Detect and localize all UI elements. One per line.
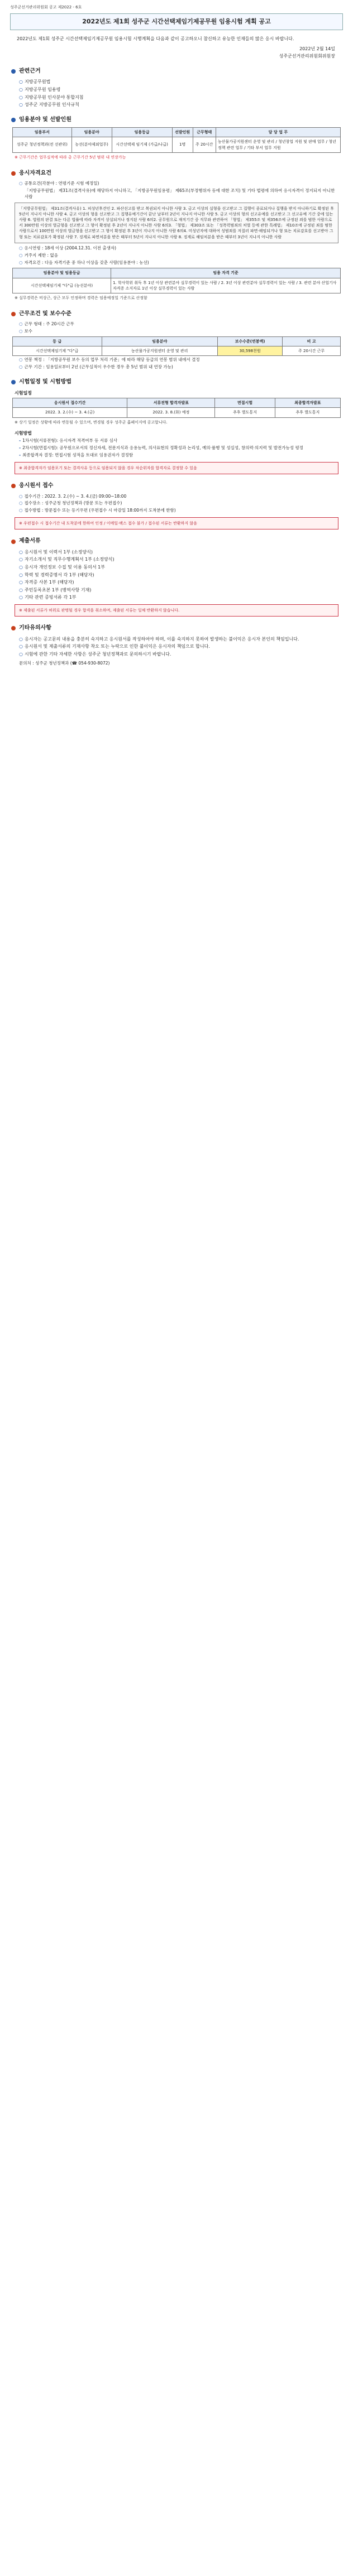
list-item: ○ 응시원서 및 제출서류의 기재사항 착오 또는 누락으로 인한 불이익은 응시자의 책임으로 합니다.: [19, 644, 210, 649]
bullet-icon: [11, 312, 16, 316]
section-qualifications: 응시자격요건: [11, 170, 344, 178]
section-application: 응시원서 접수: [11, 482, 344, 490]
license-requirement: ○ 자격요건 : 다음 자격기준 중 하나 이상을 갖춘 사람(임용분야 : 농선): [19, 259, 149, 265]
bullet-icon: [11, 118, 16, 122]
list-item: ○ 자기소개서 및 직무수행계획서 1부 (소정양식): [19, 557, 115, 562]
section-legal-basis: 관련근거: [11, 68, 344, 76]
schedule-subtitle: 시험일정: [15, 390, 32, 396]
application-period: ○ 접수기간 : 2022. 3. 2.(수) ~ 3. 4.(금) 09:00~18:00: [19, 493, 127, 499]
section-schedule: 시험일정 및 시험방법: [11, 378, 344, 387]
method-subtitle: 시험방법: [15, 430, 32, 436]
list-item: ○ 기타 관련 증빙서류 각 1부: [19, 595, 77, 600]
method-2: - 2차시험(면접시험): 공무원으로서의 정신자세, 전문지식과 응용능력, 의사표현의 정확성과 논리성, 예의·품행 및 성실성, 창의력·의지력 및 발전가능성 평정: [19, 445, 303, 451]
disqualification-box: 「지방공무원법」 제31조(결격사유) 1. 피성년후견인 2. 파산선고를 받고 복권되지 아니한 사람 3. 금고 이상의 실형을 선고받고 그 집행이 종료되거나 집행을 받지 아니하기로 확정된 후 5년이 지나지 아니한 사람 4. 금고 이상의 형을 선고받고 그 집행유예기간이 끝난 날부터 2년이 지나지 아니한 사람 5. 금고 이상의 형의 선고유예를 선고받고 그 선고유예 기간 중에 있는 사람 6. 법원의 판결 또는 다른 법률에 따라 자격이 상실되거나 정지된 사람 6의2. 공무원으로 재직기간 중 직무와 관련하여 「형법」 제355조 및 제356조에 규정된 죄를 범한 사람으로서 300만원 이상의 벌금형을 선고받고 그 형이 확정된 후 2년이 지나지 아니한 사람 6의3. 「형법」 제303조 또는 「성폭력범죄의 처벌 등에 관한 특례법」 제10조에 규정된 죄를 범한 사람으로서 100만원 이상의 벌금형을 선고받고 그 형이 확정된 후 3년이 지나지 아니한 사람 6의4. 미성년자에 대하여 성범죄를 저질러 파면·해임되거나 형 또는 치료감호를 선고받아 그 형 또는 치료감호가 확정된 사람 7. 징계로 파면처분을 받은 때부터 5년이 지나지 아니한 사람 8. 징계로 해임처분을 받은 때부터 3년이 지나지 아니한 사람: [15, 203, 338, 243]
pay-table: 등 급 임용분야 보수수준(연봉액) 비 고 시간선택제임기제 "다"급 농산물가공지원센터 운영 및 관리 30,598천원 주 20시간 근무: [12, 336, 341, 356]
application-place: ○ 접수장소 : 성주군청 청년정책과 (방문 또는 우편접수): [19, 500, 122, 506]
list-item: ○ 주민등록초본 1부 (병역사항 기재): [19, 587, 92, 593]
qualification-note: ※ 실무경력은 비상근, 상근 모두 인정하며 경력은 임용예정일 기준으로 산정함: [15, 295, 147, 300]
application-method: ○ 접수방법 : 방문접수 또는 등기우편 (우편접수 시 마감일 18:00까지 도착분에 한함): [19, 508, 176, 513]
qualification-table: 임용분야 및 임용등급 임용 자격 기준 시간선택제임기제 "다"급 (농선분야) 1. 학사학위 취득 후 1년 이상 관련분야 실무경력이 있는 사람 / 2. 3년 이상 관련분야 실무경력이 있는 사람 / 3. 관련 분야 산업기사 자격증 소지자로 1년 이상 실무경력이 있는 사람: [12, 268, 341, 293]
common-requirement: ○ 공통요건(각분야 : 연령기준 시험 예정일): [19, 181, 99, 186]
bullet-icon: [11, 540, 16, 544]
documents-warning: ※ 제출된 서류가 허위로 판명될 경우 합격을 취소하며, 제출된 서류는 일체 반환하지 않습니다.: [15, 604, 338, 617]
table-row: 성주군 청년정책과(전 선관위) 농선(분야제외업무) 시간선택제 임기제 (가급/나급) 1명 주 20시간 농산물가공지원센터 운영 및 관리 / 청년창업 지원 및 판매 업무 / 청년정책 관련 업무 / 기타 부서 업무 지원: [13, 137, 341, 152]
list-item: ○ 응시자는 공고문의 내용을 충분히 숙지하고 응시원서를 작성하여야 하며, 이를 숙지하지 못하여 발생하는 불이익은 응시자 본인의 책임입니다.: [19, 636, 299, 642]
list-item: ○ 지방공무원법: [19, 79, 51, 85]
positions-table: 임용부서 임용분야 임용등급 선발인원 근무형태 담 당 업 무 성주군 청년정책과(전 선관위) 농선(분야제외업무) 시간선택제 임기제 (가급/나급) 1명 주 20시간 농산물가공지원센터 운영 및 관리 / 청년창업 지원 및 판매 업무 / 청년정책 관련 업무 / 기타 부서 업무 지원: [12, 127, 341, 152]
bullet-icon: [11, 69, 16, 74]
list-item: ○ 지방공무원 임용령: [19, 86, 61, 92]
list-item: ○ 지방공무원 인사분야 통합지침: [19, 94, 84, 100]
table-row: 2022. 3. 2.(수) ~ 3. 4.(금) 2022. 3. 8.(화) 예정 추후 별도통지 추후 별도통지: [13, 408, 341, 417]
notes-list: [9, 636, 344, 658]
application-warning: ※ 우편접수 시 접수기간 내 도착분에 한하여 인정 / 이메일·팩스 접수 불가 / 접수된 서류는 반환하지 않음: [15, 517, 338, 529]
positions-note: ※ 근무기간은 업무실적에 따라 총 근무기간 5년 범위 내 연장가능: [15, 155, 126, 160]
method-warning: ※ 최종합격자가 임용포기 또는 결격사유 등으로 임용되지 않을 경우 차순위자를 합격자로 결정할 수 있음: [15, 462, 338, 474]
list-item: ○ 자격증 사본 1부 (해당자): [19, 580, 74, 585]
issuing-org: 성주군선거관리위원회위원장: [279, 54, 335, 59]
section-work-conditions: 근무조건 및 보수수준: [11, 310, 344, 319]
method-1: - 1차시험(서류전형): 응시자격 적격여부 등 서류 심사: [19, 438, 118, 444]
list-item: ○ 시험에 관한 기타 자세한 사항은 성주군 청년정책과로 문의하시기 바랍니다.: [19, 651, 171, 657]
bullet-icon: [11, 484, 16, 488]
bullet-icon: [11, 626, 16, 630]
age-requirement: ○ 응시연령 : 18세 이상 (2004.12.31. 이전 출생자): [19, 245, 117, 251]
table-row: 시간선택제임기제 "다"급 농산물가공지원센터 운영 및 관리 30,598천원 주 20시간 근무: [13, 346, 341, 356]
salary-rule: ○ 연봉 책정 : 「지방공무원 보수 등의 업무 처리 기준」에 따라 해당 등급의 연봉 범위 내에서 결정: [19, 357, 200, 363]
notice-number: 성주군선거관리위원회 공고 제2022 - 6호: [10, 5, 82, 9]
section-documents: 제출서류: [11, 537, 344, 546]
section-positions: 임용분야 및 선발인원: [11, 116, 344, 124]
schedule-note: ※ 상기 일정은 상황에 따라 변동될 수 있으며, 변경될 경우 성주군 홈페이지에 공고합니다.: [15, 420, 168, 425]
work-period: ○ 근무 기간 : 임용일로부터 2년 (근무실적이 우수한 경우 총 5년 범위 내 연장 가능): [19, 364, 173, 370]
schedule-table: 응시원서 접수기간 서류전형 합격자발표 면접시험 최종합격자발표 2022. 3. 2.(수) ~ 3. 4.(금) 2022. 3. 8.(화) 예정 추후 별도통지 추후 별도통지: [12, 398, 341, 417]
contact-info: 문의처 : 성주군 청년정책과 (☎ 054-930-8072): [19, 661, 110, 666]
disqualification-text: 「지방공무원법」 제31조(결격사유)에 해당하지 아니하고, 「지방공무원임용령」 제65조(부정행위자 등에 대한 조치) 및 기타 법령에 의하여 응시자격이 정지되지 아니한 사람: [25, 188, 335, 200]
work-type: ○ 근무 형태 : 주 20시간 근무: [19, 321, 74, 327]
legal-basis-list: [9, 79, 344, 108]
intro-text: 2022년도 제1회 성주군 시간선택제임기제공무원 임용시험 시행계획을 다음과 같이 공고하오니 참신하고 유능한 인재들의 많은 응시 바랍니다.: [17, 36, 294, 42]
page-title: 2022년도 제1회 성주군 시간선택제임기제공무원 임용시험 계획 공고: [10, 13, 343, 30]
residence-requirement: ○ 거주지 제한 : 없음: [19, 252, 58, 258]
section-notes: 기타유의사항: [11, 624, 344, 633]
pay-label: ○ 보수: [19, 329, 33, 334]
list-item: ○ 응시원서 및 이력서 1부 (소정양식): [19, 549, 93, 555]
notice-date: 2022년 2월 14일: [299, 46, 335, 51]
list-item: ○ 학력 및 경력증명서 각 1부 (해당자): [19, 572, 94, 577]
list-item: ○ 응시자 개인정보 수집 및 이용 동의서 1부: [19, 565, 105, 570]
notice-page: [9, 0, 344, 673]
method-3: - 최종합격자 결정: 면접시험 성적을 토대로 임용권자가 결정함: [19, 452, 133, 458]
bullet-icon: [11, 380, 16, 384]
bullet-icon: [11, 171, 16, 176]
table-row: 시간선택제임기제 "다"급 (농선분야) 1. 학사학위 취득 후 1년 이상 관련분야 실무경력이 있는 사람 / 2. 3년 이상 관련분야 실무경력이 있는 사람 / 3. 관련 분야 산업기사 자격증 소지자로 1년 이상 실무경력이 있는 사람: [13, 278, 341, 293]
documents-list: [9, 549, 344, 601]
list-item: ○ 성주군 지방공무원 인사규칙: [19, 102, 79, 108]
